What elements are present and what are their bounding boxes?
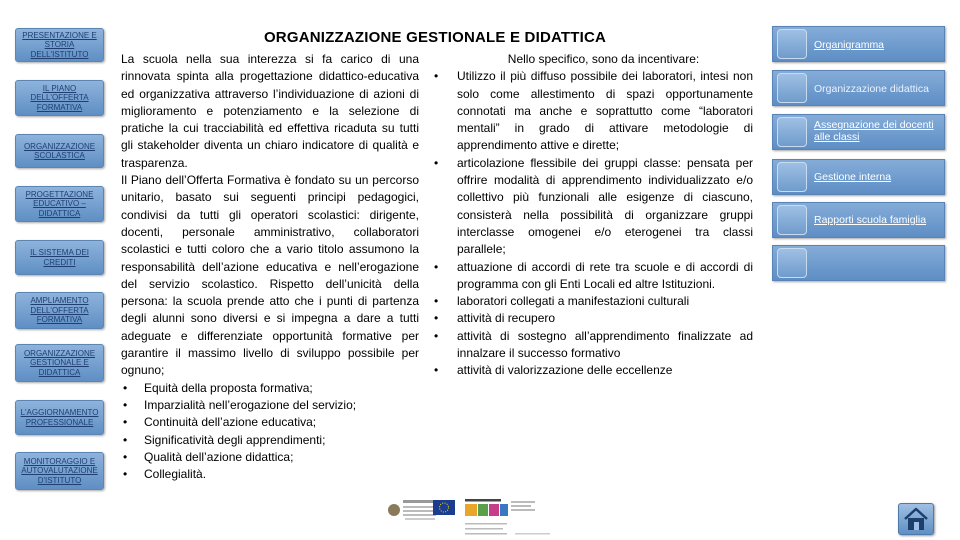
list-item: • laboratori collegati a manifestazioni culturali [432, 293, 753, 310]
incentives-intro: Nello specifico, sono da incentivare: [507, 52, 700, 66]
list-item: • Utilizzo il più diffuso possibile dei laboratori, intesi non solo come allestimento di spazi opportunamente connotati ma anche e soprattutto come “laboratori mentali” in grado di attivare metodologie di apprendimento attive e dirette; [432, 68, 753, 154]
right-nav-assegnazione-docenti[interactable]: Assegnazione dei docenti alle classi [772, 114, 945, 150]
square-icon [777, 162, 807, 192]
funding-logos [385, 497, 570, 539]
list-item: • Collegialità. [121, 466, 419, 483]
principles-paragraph: Il Piano dell’Offerta Formativa è fondato su un percorso unitario, basato sui seguenti principi pedagogici, condivisi da tutti gli operatori scolastici: dirigente, docenti, personale amministrativo, collaboratori scolastici e tutti coloro che a vario titolo assumono la responsabilità dell’azione educativa e nell’erogazione del servizio scolastico. Rispetto dell’unicità della persona: la scuola prende atto che i punti di partenza degli alunni sono diversi e si impegna a dare a tutti adeguate e differenziate opportunità formative per garantire il massimo livello di sviluppo possibile per ognuno; [121, 173, 419, 378]
nav-piano-offerta-formativa[interactable]: IL PIANO DELL'OFFERTA FORMATIVA [15, 80, 104, 116]
list-item: • attività di sostegno all’apprendimento finalizzate ad innalzare il successo formativo [432, 328, 753, 363]
content-column-left [121, 51, 419, 483]
nav-aggiornamento-professionale[interactable]: L'AGGIORNAMENTO PROFESSIONALE [15, 400, 104, 435]
principles-list [121, 380, 419, 484]
square-icon [777, 29, 807, 59]
list-item: • attività di recupero [432, 310, 753, 327]
nav-presentazione-storia[interactable]: PRESENTAZIONE E STORIA DELL'ISTITUTO [15, 28, 104, 62]
right-nav-gestione-interna[interactable]: Gestione interna [772, 159, 945, 195]
right-nav-organigramma[interactable]: Organigramma [772, 26, 945, 62]
nav-monitoraggio-autovalutazione[interactable]: MONITORAGGIO E AUTOVALUTAZIONE D'ISTITUTO [15, 452, 104, 490]
list-item: • articolazione flessibile dei gruppi classe: pensata per offrire modalità di apprendimento individualizzato e/o collettivo più funzionali alle esigenze di ciascuno, consisterà nella possibilità di organizzare gruppi interclasse omogenei e/o eterogenei tra classi parallele; [432, 155, 753, 259]
nav-sistema-crediti[interactable]: IL SISTEMA DEI CREDITI [15, 240, 104, 275]
page-title: ORGANIZZAZIONE GESTIONALE E DIDATTICA [263, 29, 607, 46]
square-icon [777, 205, 807, 235]
square-icon [777, 117, 807, 147]
list-item: • Significatività degli apprendimenti; [121, 432, 419, 449]
nav-progettazione-educativo-didattica[interactable]: PROGETTAZIONE EDUCATIVO – DIDATTICA [15, 186, 104, 222]
home-button[interactable] [898, 503, 934, 535]
nav-organizzazione-scolastica[interactable]: ORGANIZZAZIONE SCOLASTICA [15, 134, 104, 168]
nav-ampliamento-offerta[interactable]: AMPLIAMENTO DELL'OFFERTA FORMATIVA [15, 292, 104, 329]
incentives-list [432, 68, 753, 379]
square-icon [777, 73, 807, 103]
pon-logos-graphic [385, 497, 570, 539]
list-item: • Imparzialità nell’erogazione del servizio; [121, 397, 419, 414]
intro-paragraph: La scuola nella sua interezza si fa carico di una rinnovata spinta alla progettazione didattico-educativa ed organizzativa attraverso l’individuazione di azioni di miglioramento e potenziamento e la selezione di pratiche la cui tracciabilità ed effettiva ricaduta su tutti gli stakeholder diventa un chiaro indicatore di qualità e trasparenza. [121, 52, 419, 170]
list-item: • Continuità dell’azione educativa; [121, 414, 419, 431]
list-item: • Equità della proposta formativa; [121, 380, 419, 397]
list-item: • attività di valorizzazione delle eccellenze [432, 362, 753, 379]
nav-organizzazione-gestionale[interactable]: ORGANIZZAZIONE GESTIONALE E DIDATTICA [15, 344, 104, 382]
home-icon [903, 507, 929, 531]
list-item: • Qualità dell’azione didattica; [121, 449, 419, 466]
right-nav-empty[interactable] [772, 245, 945, 281]
square-icon [777, 248, 807, 278]
content-column-right [432, 51, 753, 380]
list-item: • attuazione di accordi di rete tra scuole e di accordi di programma con gli Enti Locali ed altre Istituzioni. [432, 259, 753, 294]
right-nav-organizzazione-didattica[interactable]: Organizzazione didattica [772, 70, 945, 106]
right-nav-rapporti-scuola-famiglia[interactable]: Rapporti scuola famiglia [772, 202, 945, 238]
